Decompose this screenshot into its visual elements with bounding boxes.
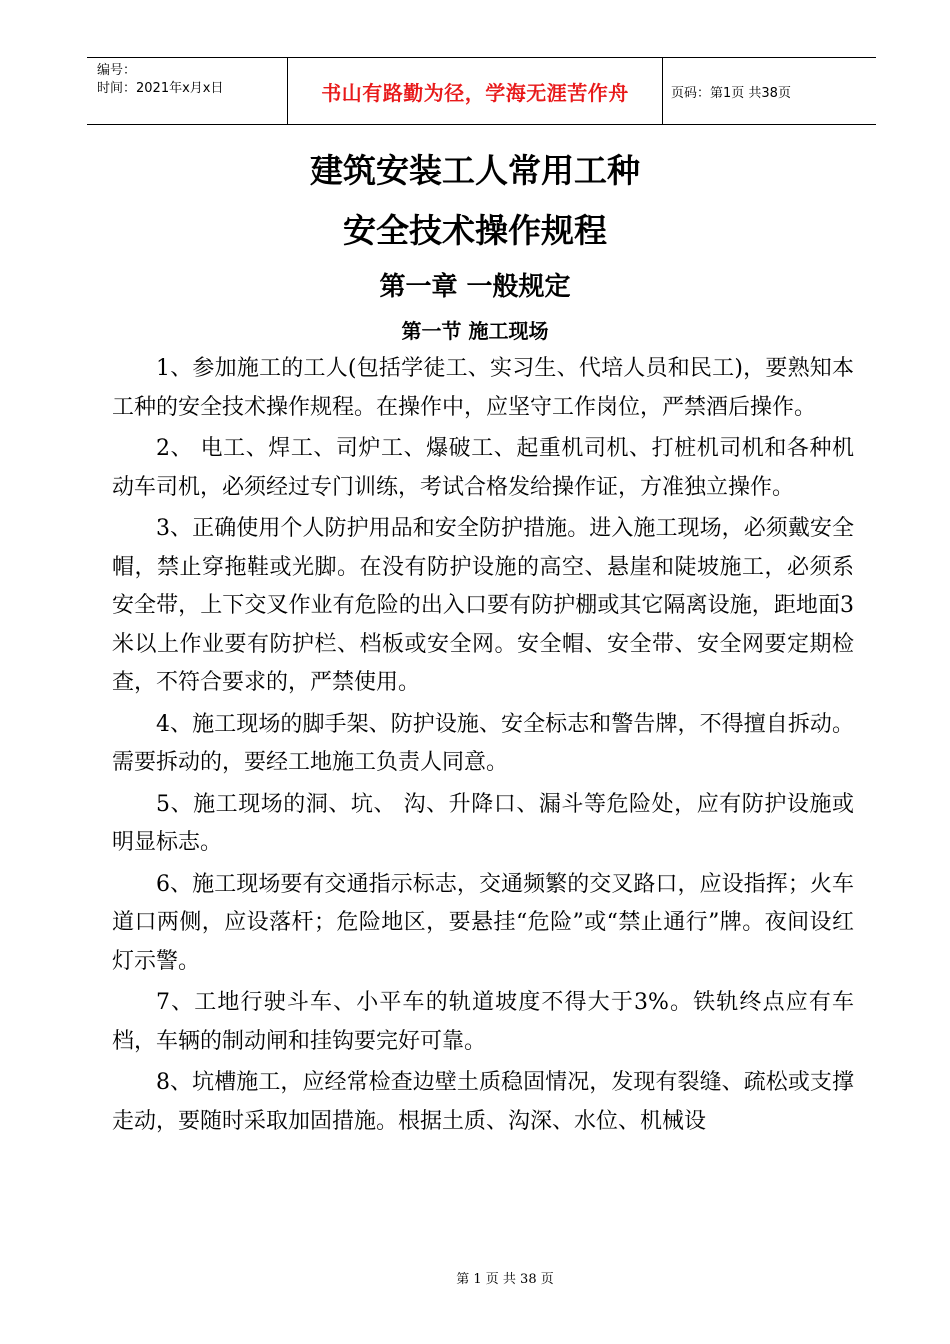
- page-footer: 第 1 页 共 38 页: [456, 1272, 554, 1287]
- paragraph-2: 2、 电工、焊工、司炉工、爆破工、起重机司机、打桩机司机和各种机动车司机，必须经过专门训练，考试合格发给操作证，方准独立操作。: [112, 436, 854, 500]
- paragraph-1: 1、参加施工的工人(包括学徒工、实习生、代培人员和民工)，要熟知本工种的安全技术操作规程。在操作中，应坚守工作岗位，严禁酒后操作。: [112, 356, 854, 420]
- paragraph-3: 3、正确使用个人防护用品和安全防护措施。进入施工现场，必须戴安全帽，禁止穿拖鞋或光脚。在没有防护设施的高空、悬崖和陡坡施工，必须系安全带，上下交叉作业有危险的出入口要有防护棚或其它隔离设施，距地面3米以上作业要有防护栏、档板或安全网。安全帽、安全带、安全网要定期检查，不符合要求的，严禁使用。: [112, 516, 854, 695]
- paragraph-4: 4、施工现场的脚手架、防护设施、安全标志和警告牌，不得擅自拆动。需要拆动的，要经工地施工负责人同意。: [112, 711, 854, 775]
- header-page-info: 页码：第1页 共38页: [671, 85, 791, 101]
- document-body: [112, 350, 854, 1144]
- section-heading: 第一节 施工现场: [401, 319, 549, 343]
- number-label: 编号：: [97, 63, 137, 78]
- paragraph-7: 7、工地行驶斗车、小平车的轨道坡度不得大于3%。铁轨终点应有车档，车辆的制动闸和挂钩要完好可靠。: [112, 990, 854, 1054]
- time-label: 时间：2021年x月x日: [97, 81, 224, 96]
- document-title-line2: 安全技术操作规程: [343, 211, 607, 250]
- paragraph-8: 8、坑槽施工，应经常检查边壁土质稳固情况，发现有裂缝、疏松或支撑走动，要随时采取加固措施。根据土质、沟深、水位、机械设: [112, 1070, 854, 1134]
- document-title-line1: 建筑安装工人常用工种: [310, 151, 640, 190]
- paragraph-5: 5、施工现场的洞、坑、 沟、升降口、漏斗等危险处，应有防护设施或明显标志。: [112, 791, 854, 855]
- chapter-heading: 第一章 一般规定: [379, 272, 571, 302]
- page-header: [87, 57, 876, 125]
- paragraph-6: 6、施工现场要有交通指示标志，交通频繁的交叉路口，应设指挥；火车道口两侧，应设落杆；危险地区，要悬挂“危险”或“禁止通行”牌。夜间设红灯示警。: [112, 871, 854, 974]
- header-motto: 书山有路勤为径，学海无涯苦作舟: [287, 58, 663, 124]
- header-meta: [97, 62, 223, 98]
